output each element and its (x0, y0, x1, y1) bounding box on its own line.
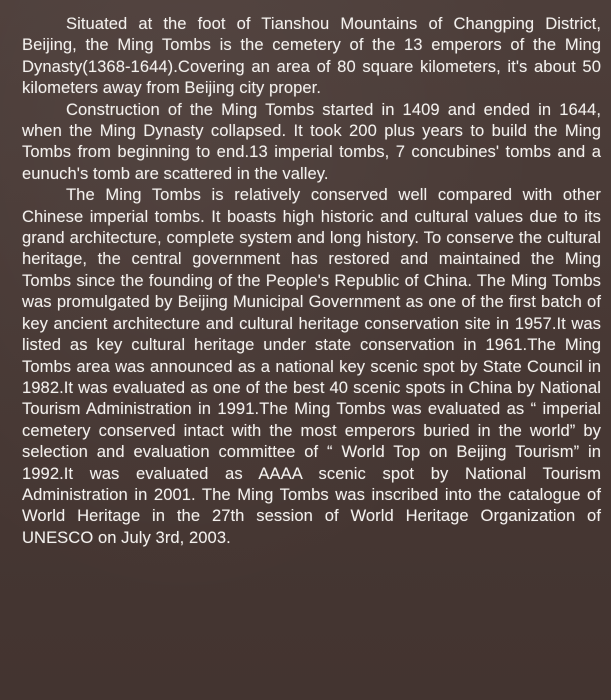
sign-paragraph-conservation: The Ming Tombs is relatively conserved well compared with other Chinese imperial tombs. It boasts high historic and cultural values due to its grand architecture, complete system and long history. To conserve the cultural heritage, the central government has restored and maintained the Ming Tombs since the founding of the People's Republic of China. The Ming Tombs was promulgated by Beijing Municipal Government as one of the first batch of key ancient architecture and cultural heritage conservation site in 1957.It was listed as key cultural heritage under state conservation in 1961.The Ming Tombs area was announced as a national key scenic spot by State Council in 1982.It was evaluated as one of the best 40 scenic spots in China by National Tourism Administration in 1991.The Ming Tombs was evaluated as “ imperial cemetery conserved intact with the most emperors buried in the world” by selection and evaluation committee of “ World Top on Beijing Tourism” in 1992.It was evaluated as AAAA scenic spot by National Tourism Administration in 2001. The Ming Tombs was inscribed into the catalogue of World Heritage in the 27th session of World Heritage Organization of UNESCO on July 3rd, 2003. (22, 185, 601, 547)
sign-paragraph-construction: Construction of the Ming Tombs started in 1409 and ended in 1644, when the Ming Dynasty collapsed. It took 200 plus years to build the Ming Tombs from beginning to end.13 imperial tombs, 7 concubines' tombs and a eunuch's tomb are scattered in the valley. (22, 99, 601, 183)
sign-paragraph-location: Situated at the foot of Tianshou Mountains of Changping District, Beijing, the Ming Tombs is the cemetery of the 13 emperors of the Ming Dynasty(1368-1644).Covering an area of 80 square kilometers, it's about 50 kilometers away from Beijing city proper. (22, 14, 601, 98)
